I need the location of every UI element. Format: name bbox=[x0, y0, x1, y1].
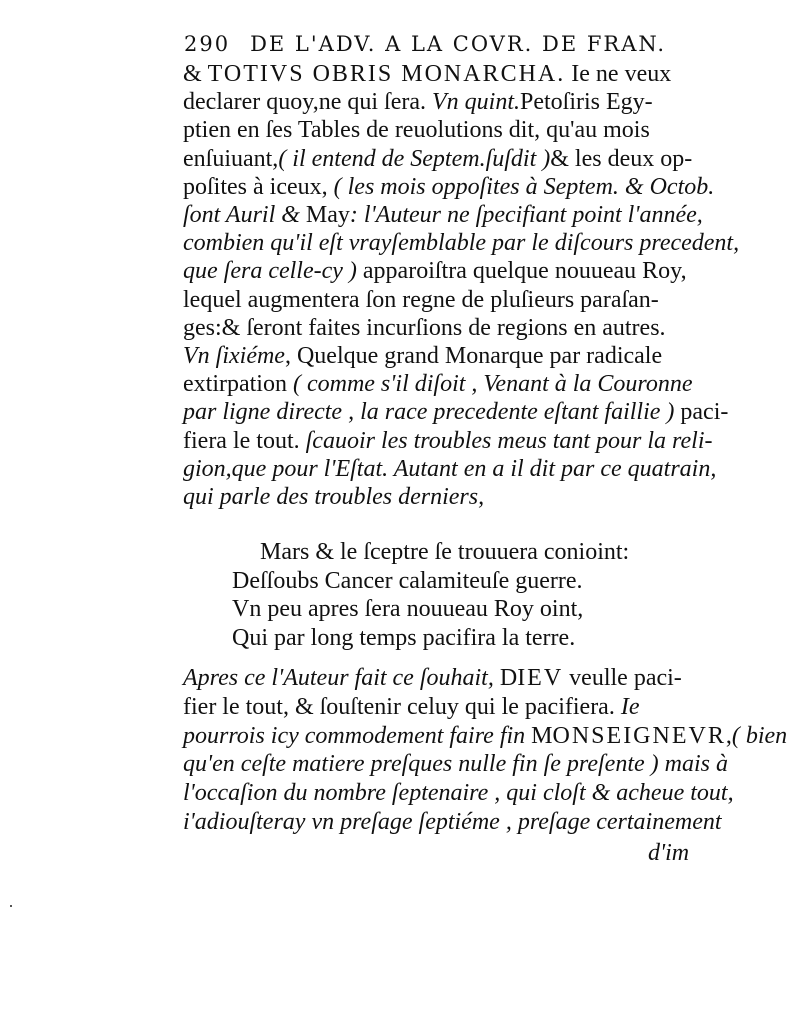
text-run: extirpation bbox=[183, 371, 293, 398]
text-run: i'adiouſteray vn preſage ſeptiéme , preſage certainement bbox=[183, 808, 722, 835]
text-run: qu'en ceſte matiere preſques nulle fin ſe preſente ) mais à bbox=[183, 751, 728, 778]
page-header bbox=[184, 32, 704, 56]
verse-line bbox=[232, 624, 702, 653]
text-line bbox=[183, 808, 722, 837]
text-run: Deſſoubs Cancer calamiteuſe guerre. bbox=[232, 567, 583, 594]
text-run: Qui par long temps pacifira la terre. bbox=[232, 624, 576, 651]
catchword: d'im bbox=[648, 840, 690, 866]
text-run: combien qu'il eſt vrayſemblable par le diſcours precedent, bbox=[183, 230, 740, 257]
margin-speck bbox=[10, 905, 12, 907]
text-run: TOTIVS OBRIS MONARCHA. bbox=[207, 61, 566, 87]
text-run: Vn quint. bbox=[432, 89, 520, 116]
text-run: poſites à iceux, bbox=[183, 173, 334, 200]
text-run: Ie bbox=[620, 693, 640, 720]
text-run: par ligne directe , la race precedente eſtant faillie ) bbox=[183, 399, 675, 426]
text-line bbox=[183, 427, 713, 455]
text-run: apparoiſtra quelque nouueau Roy, bbox=[356, 258, 687, 285]
text-run: Vn ſixiéme bbox=[183, 343, 285, 370]
text-run: Ie ne veux bbox=[565, 61, 672, 87]
text-run: paci- bbox=[674, 399, 729, 426]
text-line bbox=[183, 257, 703, 285]
running-title: DE L'ADV. A LA COVR. DE FRAN. bbox=[250, 32, 667, 56]
verse-line bbox=[232, 567, 702, 596]
text-run: l'occaſion du nombre ſeptenaire , qui cloſt & acheue tout, bbox=[183, 780, 734, 807]
text-line bbox=[183, 88, 703, 116]
text-line bbox=[183, 722, 787, 751]
text-run: lequel augmentera ſon regne de pluſieurs paraſan- bbox=[183, 286, 659, 313]
text-run: pourrois icy commodement faire fin bbox=[183, 722, 532, 749]
text-run: Mars & le ſceptre ſe trouuera conioint: bbox=[260, 539, 630, 565]
text-line bbox=[183, 342, 703, 370]
text-run: , Quelque grand Monarque par radicale bbox=[284, 343, 663, 370]
text-line bbox=[183, 483, 703, 511]
text-run: declarer quoy,ne qui ſera. bbox=[183, 89, 432, 116]
text-line bbox=[183, 314, 703, 342]
text-line bbox=[183, 398, 729, 426]
text-run: May bbox=[305, 202, 350, 229]
body-text bbox=[183, 60, 740, 511]
text-line bbox=[183, 229, 740, 257]
text-run: , bbox=[725, 722, 732, 749]
text-run: & les deux op- bbox=[550, 145, 693, 172]
text-run: fiera le tout. bbox=[183, 427, 306, 454]
text-run: D bbox=[493, 665, 518, 691]
text-line bbox=[183, 779, 734, 808]
page-number: 290 bbox=[184, 32, 231, 56]
text-run: ONSEIGNEVR bbox=[552, 722, 726, 749]
text-run: ( il entend de Septem.ſuſdit ) bbox=[278, 145, 551, 172]
text-run: Apres ce l'Auteur fait ce ſouhait, bbox=[183, 665, 494, 691]
text-run: Petoſiris Egy- bbox=[520, 89, 653, 116]
text-line bbox=[183, 145, 703, 173]
text-run: ( les mois oppoſites à Septem. & Octob. bbox=[333, 173, 715, 200]
text-line bbox=[183, 370, 703, 398]
text-line bbox=[183, 286, 703, 314]
text-run: Vn peu apres ſera nouueau Roy oint, bbox=[232, 596, 584, 622]
text-run: IEV bbox=[517, 665, 564, 691]
text-line bbox=[183, 60, 703, 88]
text-run: enſuiuant, bbox=[183, 145, 279, 172]
text-run: M bbox=[531, 722, 553, 749]
text-line bbox=[183, 116, 703, 144]
text-run: ſont Auril & bbox=[183, 202, 306, 229]
text-line bbox=[183, 693, 703, 722]
text-run: ges:& ſeront faites incurſions de regions en autres. bbox=[183, 314, 666, 341]
text-run: veulle paci- bbox=[563, 665, 682, 691]
text-run: qui parle des troubles derniers, bbox=[183, 484, 485, 511]
text-line bbox=[183, 750, 728, 779]
text-run: ſcauoir les troubles meus tant pour la reli- bbox=[305, 427, 713, 454]
body-text-continued bbox=[183, 664, 787, 837]
text-run: gion,que pour l'Eſtat. Autant en a il dit par ce quatrain, bbox=[183, 455, 717, 482]
text-run: ( bien bbox=[731, 722, 787, 749]
text-line bbox=[183, 664, 703, 693]
text-run: : l'Auteur ne ſpecifiant point l'année, bbox=[349, 202, 703, 229]
text-run: que ſera celle-cy ) bbox=[183, 258, 357, 285]
text-run: ptien en ſes Tables de reuolutions dit, qu'au mois bbox=[183, 117, 650, 144]
verse-line bbox=[232, 538, 702, 567]
text-run: ( comme s'il diſoit , Venant à la Couronne bbox=[292, 371, 693, 398]
quatrain bbox=[232, 538, 702, 652]
text-line bbox=[183, 173, 715, 201]
text-line bbox=[183, 455, 717, 483]
verse-line bbox=[232, 595, 702, 624]
text-run: fier le tout, & ſouſtenir celuy qui le pacifiera. bbox=[183, 693, 621, 720]
text-run: & bbox=[183, 61, 208, 87]
text-line bbox=[183, 201, 703, 229]
